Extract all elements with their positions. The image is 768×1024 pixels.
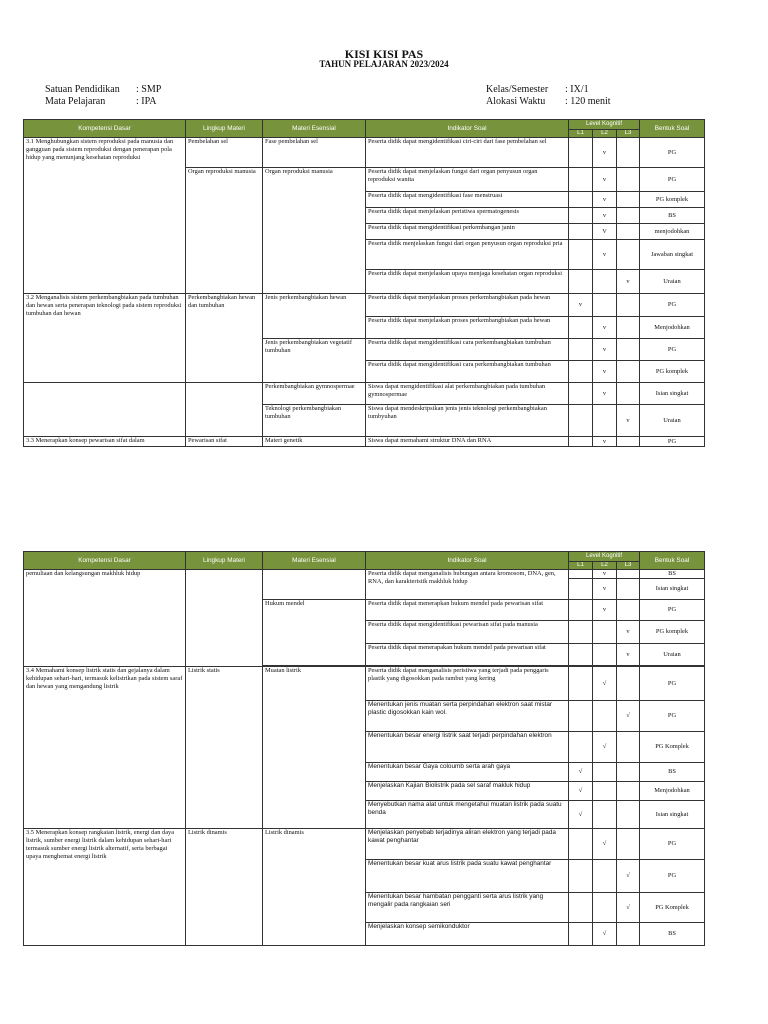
l2-cell: v [593,437,617,447]
materi-cell: Listrik dinamis [263,829,366,946]
l2-cell: v [593,570,617,579]
bentuk-cell: BS [640,763,705,782]
l2-cell: √ [593,923,617,946]
l3-cell [617,829,640,860]
l3-cell: √ [617,860,640,893]
l1-cell: v [569,294,593,317]
meta-right [486,84,611,108]
l2-cell [593,644,617,666]
col-bentuk-header: Bentuk Soal [640,120,705,138]
indikator-cell: Peserta didik dapat mengidentifikasi cara perkembangbiakan tumbuhan [366,339,569,361]
l3-cell [617,240,640,270]
l1-cell [569,829,593,860]
col-indikator-header: Indikator Soal [366,120,569,138]
indikator-cell: Menentukan besar energi listrik saat terjadi perpindahan elektron [366,732,569,763]
col-bentuk-header: Bentuk Soal [640,552,705,570]
document-subtitle: TAHUN PELAJARAN 2023/2024 [319,59,449,69]
bentuk-cell: BS [640,570,705,579]
l3-cell: v [617,644,640,666]
indikator-cell: Peserta didik dapat mengidentifikasi pewarisan sifat pada manusia [366,621,569,644]
bentuk-cell: PG komplek [640,192,705,208]
bentuk-cell: Isian singkat [640,801,705,829]
indikator-cell: Siswa dapat memahami struktur DNA dan RNA [366,437,569,447]
l2-cell [593,763,617,782]
l2-cell: v [593,317,617,339]
indikator-cell: Siswa dapat mendeskripsikan jenis jenis teknologi perkembangbiakan tumbyuhan [366,405,569,437]
lingkup-cell: Listrik dinamis [186,829,263,946]
bentuk-cell: PG [640,138,705,168]
l2-cell [593,405,617,437]
materi-cell: Jenis perkembangbiakan hewan [263,294,366,339]
l1-cell: √ [569,763,593,782]
lingkup-cell: Organ reproduksi manusia [186,168,263,294]
l2-cell: √ [593,829,617,860]
l2-cell [593,801,617,829]
l2-cell: v [593,600,617,621]
satuan-label: Satuan Pendidikan [45,84,120,95]
l3-cell [617,600,640,621]
col-indikator-header: Indikator Soal [366,552,569,570]
l3-cell [617,168,640,192]
indikator-cell: Peserta didik dapat mengidentifikasi cara perkembangbiakan tumbuhan [366,361,569,383]
bentuk-cell: Uraian [640,644,705,666]
satuan-value: : SMP [136,84,162,95]
l1-cell [569,383,593,405]
bentuk-cell: PG [640,600,705,621]
l3-cell [617,570,640,579]
mapel-value: : IPA [136,96,157,107]
kd-cell: 3.4 Memahami konsep listrik statis dan gejalanya dalam kehidupan sehari-hari, termasuk kelistrikan pada sistem saraf dan hewan yang mengandung listrik [24,667,186,829]
l2-cell: v [593,208,617,224]
indikator-cell: Peserta didik dapat menjelaskan upaya menjaga kesehatan organ reproduksi [366,270,569,294]
bentuk-cell: Uraian [640,270,705,294]
bentuk-cell: PG [640,701,705,732]
kd-cell: pemuliaan dan kelangsungan makhluk hidup [24,570,186,667]
l2-cell: v [593,240,617,270]
materi-cell: Teknologi perkembangbiakan tumbuhan [263,405,366,437]
l3-cell [617,138,640,168]
bentuk-cell: PG Komplek [640,893,705,923]
l1-cell [569,860,593,893]
indikator-cell: Peserta didik dapat menerapakan hukum mendel pada pewarisan sifat [366,644,569,666]
materi-cell: Fase pembelahan sel [263,138,366,168]
materi-cell: Organ reproduksi manusia [263,168,366,294]
document-title: KISI KISI PAS [344,47,424,61]
l1-cell [569,361,593,383]
l1-cell [569,570,593,579]
kd-cell: 3.5 Menerapkan konsep rangkaian listrik, energi dan daya listrik, sumber energi listrik dalam kehidupan sehari-hari termasuk sumber energi listrik alternatif, serta berbagai upaya menghemat energi listrik [24,829,186,946]
lingkup-cell [186,383,263,437]
kelas-label: Kelas/Semester [486,84,549,95]
col-lingkup-header: Lingkup Materi [186,120,263,138]
indikator-cell: Peserta didik dapat menjelaskan proses perkembangbiakan pada hewan [366,317,569,339]
indikator-cell: Peserta didik dapat mengidentifikasi ciri-ciri dari fase pembelahan sel [366,138,569,168]
l1-cell [569,192,593,208]
l1-cell [569,208,593,224]
bentuk-cell: BS [640,208,705,224]
materi-cell: Perkembangbiakan gymnospermae [263,383,366,405]
l3-cell [617,667,640,701]
l1-cell [569,732,593,763]
col-l3-header: L3 [617,562,640,570]
indikator-cell: Menjelaskan penyebab terjadinya aliran elektron yang terjadi pada kawat penghantar [366,829,569,860]
kd-cell: 3.2 Menganalisis sistem perkembangbiakan pada tumbuhan dan hewan serta penerapan teknologi pada sistem reproduksi tumbuhan dan hewan [24,294,186,383]
col-lingkup-header: Lingkup Materi [186,552,263,570]
indikator-cell: Menentukan besar Gaya coloumb serta arah gaya [366,763,569,782]
materi-cell: Muatan listrik [263,667,366,829]
l2-cell: v [593,168,617,192]
l1-cell [569,701,593,732]
kd-cell: 3.3 Menerapkan konsep pewarisan sifat dalam [24,437,186,447]
l3-cell [617,294,640,317]
materi-cell: Jenis perkembangbiakan vegetatif tumbuhan [263,339,366,383]
kd-cell [24,383,186,437]
l3-cell [617,208,640,224]
l1-cell [569,621,593,644]
bentuk-cell: Menjodohkan [640,317,705,339]
col-l1-header: L1 [569,562,593,570]
bentuk-cell: Uraian [640,405,705,437]
l1-cell [569,240,593,270]
l3-cell: v [617,270,640,294]
bentuk-cell: Isian singkat [640,579,705,600]
l3-cell [617,339,640,361]
materi-cell: Materi genetik [263,437,366,447]
indikator-cell: Peserta didik menjelaskan fungsi dari organ penyusun organ reproduksi pria [366,240,569,270]
l3-cell [617,361,640,383]
indikator-cell: Peserta didik dapat menganalisis hubungan antara kromosom, DNA, gen, RNA, dan karakteristik makhluk hidup [366,570,569,600]
bentuk-cell: PG [640,294,705,317]
col-l2-header: L2 [593,130,617,138]
alokasi-label: Alokasi Waktu [486,96,546,107]
lingkup-cell: Pembelahan sel [186,138,263,168]
lingkup-cell: Perkembangbiakan hewan dan tumbuhan [186,294,263,383]
l3-cell [617,732,640,763]
bentuk-cell: menjodohkan [640,224,705,240]
bentuk-cell: PG Komplek [640,732,705,763]
l3-cell [617,437,640,447]
indikator-cell: Menjelaskan konsep semikonduktor [366,923,569,946]
l2-cell: v [593,339,617,361]
l1-cell: √ [569,782,593,801]
l3-cell: √ [617,701,640,732]
col-level-header: Level Kognitif [569,552,640,562]
indikator-cell: Menentukan jenis muatan serta perpindahan elektron saat mistar plastic digosokkan kain wol. [366,701,569,732]
lingkup-cell: Pewarisan sifat [186,437,263,447]
bentuk-cell: BS [640,923,705,946]
l2-cell [593,621,617,644]
l1-cell [569,600,593,621]
kelas-value: : IX/1 [565,84,589,95]
col-kd-header: Kompetensi Dasar [24,120,186,138]
indikator-cell: Peserta didik dapat menjelaskan proses perkembangbiakan pada hewan [366,294,569,317]
bentuk-cell: PG komplek [640,361,705,383]
l3-cell [617,317,640,339]
indikator-cell: Peserta didik dapat menjelaskan peristiwa spermatogenesis [366,208,569,224]
indikator-cell: Menentukan besar hambatan pengganti serta arus listrik yang mengalir pada rangkaian seri [366,893,569,923]
l3-cell [617,224,640,240]
bentuk-cell: Isian singkat [640,383,705,405]
lingkup-cell [186,570,263,667]
indikator-cell: Peserta didik dapat menganalisis peristiwa yang terjadi pada penggaris plastik yang digosokkan pada rambut yang kering [366,667,569,701]
bentuk-cell: PG komplek [640,621,705,644]
indikator-cell: Peserta didik dapat mengidentifikasi perkembangan janin [366,224,569,240]
bentuk-cell: PG [640,860,705,893]
l1-cell [569,644,593,666]
l3-cell: v [617,405,640,437]
l1-cell [569,339,593,361]
l3-cell: v [617,621,640,644]
indikator-cell: Siswa dapat mengidentifikasi alat perkembangbiakan pada tumbuhan gymnospermae [366,383,569,405]
l1-cell [569,168,593,192]
l2-cell [593,701,617,732]
indikator-cell: Menjelaskan Kajian Biolistrik pada sel saraf makluk hidup [366,782,569,801]
alokasi-value: : 120 menit [565,96,611,107]
l3-cell [617,923,640,946]
l1-cell [569,317,593,339]
l2-cell [593,294,617,317]
kd-cell: 3.1 Menghubungkan sistem reproduksi pada manusia dan gangguan pada sistem reproduksi dengan penerapan pola hidup yang menunjang kesehatan reproduksi [24,138,186,294]
l2-cell: √ [593,732,617,763]
l2-cell [593,893,617,923]
bentuk-cell: PG [640,339,705,361]
l2-cell: v [593,361,617,383]
l3-cell: √ [617,893,640,923]
l2-cell: √ [593,667,617,701]
col-materi-header: Materi Esensial [263,120,366,138]
l3-cell [617,801,640,829]
lingkup-cell: Listrik statis [186,667,263,829]
l2-cell: V [593,224,617,240]
bentuk-cell: Menjodohkan [640,782,705,801]
l1-cell [569,893,593,923]
col-kd-header: Kompetensi Dasar [24,552,186,570]
l1-cell [569,405,593,437]
l2-cell: v [593,579,617,600]
l2-cell: v [593,383,617,405]
materi-cell [263,570,366,600]
indikator-cell: Menentukan besar kuat arus listrik pada suatu kawat penghantar [366,860,569,893]
col-level-header: Level Kognitif [569,120,640,130]
col-l2-header: L2 [593,562,617,570]
bentuk-cell: PG [640,667,705,701]
col-l1-header: L1 [569,130,593,138]
l2-cell [593,860,617,893]
meta-left [45,84,161,108]
mapel-label: Mata Pelajaran [45,96,106,107]
l1-cell [569,923,593,946]
bentuk-cell: PG [640,437,705,447]
l3-cell [617,782,640,801]
l1-cell: √ [569,801,593,829]
l1-cell [569,437,593,447]
kisi-table-2 [23,551,705,946]
l3-cell [617,579,640,600]
l1-cell [569,579,593,600]
l3-cell [617,383,640,405]
l2-cell [593,782,617,801]
bentuk-cell: Jawaban singkat [640,240,705,270]
l3-cell [617,763,640,782]
bentuk-cell: PG [640,829,705,860]
indikator-cell: Menyebutkan nama alat untuk mengetahui muatan listrik pada suatu benda [366,801,569,829]
l1-cell [569,270,593,294]
bentuk-cell: PG [640,168,705,192]
col-l3-header: L3 [617,130,640,138]
l1-cell [569,138,593,168]
l1-cell [569,224,593,240]
indikator-cell: Peserta didik dapat menerapkan hukum mendel pada pewarisan sifat [366,600,569,621]
kisi-table-1 [23,119,705,447]
l2-cell: v [593,138,617,168]
l3-cell [617,192,640,208]
col-materi-header: Materi Esensial [263,552,366,570]
l2-cell: v [593,192,617,208]
l2-cell [593,270,617,294]
l1-cell [569,667,593,701]
indikator-cell: Peserta didik dapat menjelaskan fungsi dari organ penyusun organ reproduksi wanita [366,168,569,192]
materi-cell: Hukum mendel [263,600,366,666]
indikator-cell: Peserta didik dapat mengidentifikasi fase menstruasi [366,192,569,208]
